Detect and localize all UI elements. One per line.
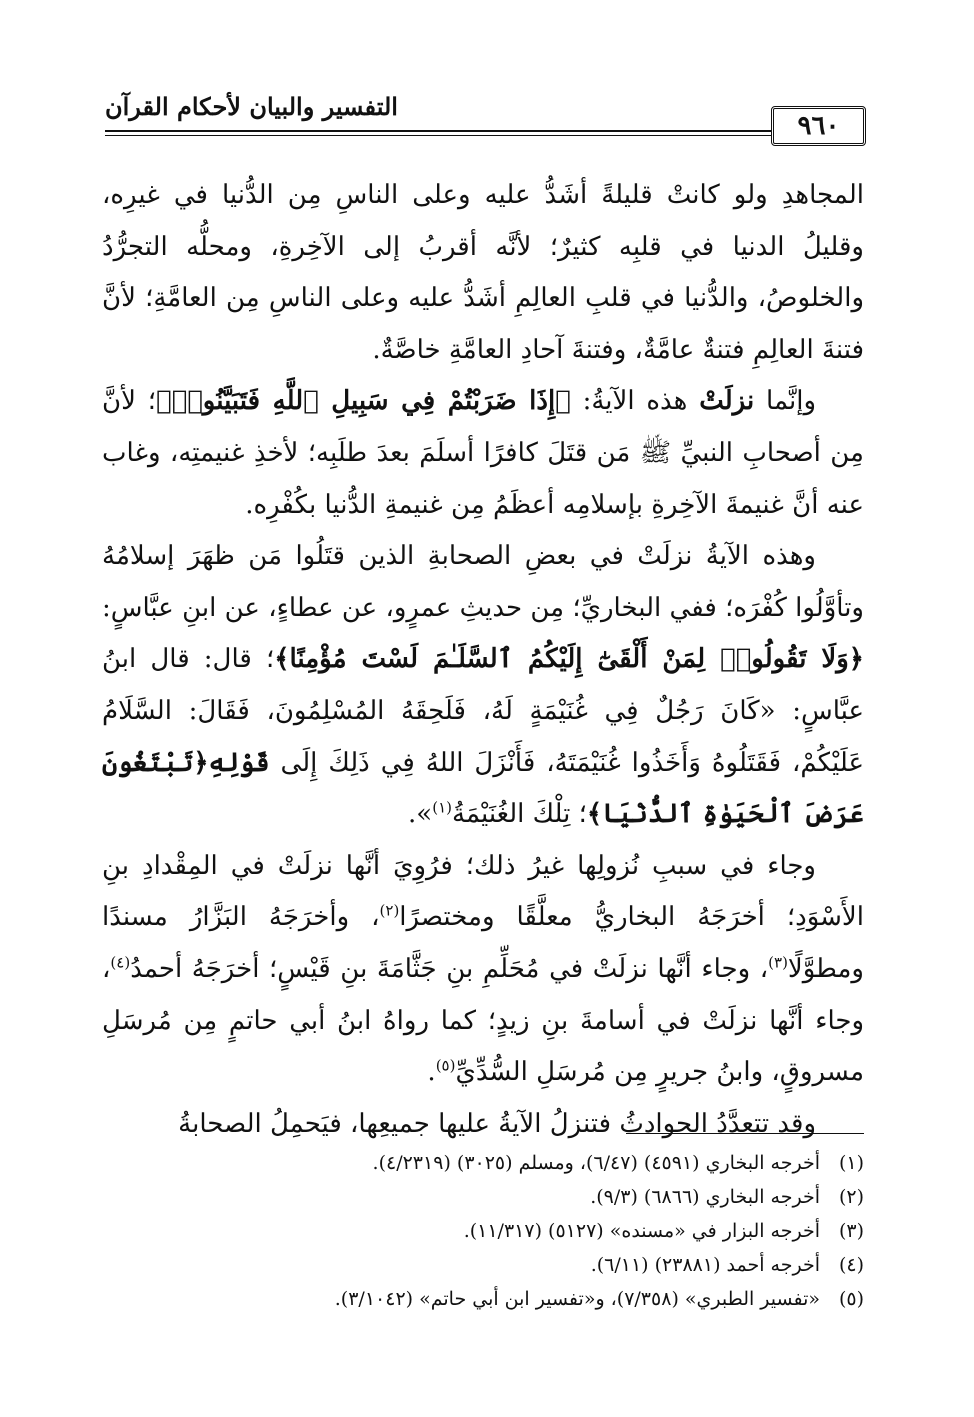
text-run: هذه الآيةُ: — [570, 386, 700, 417]
main-text — [102, 170, 864, 1150]
paragraph-3 — [102, 531, 864, 841]
footnote-ref[interactable]: (٤) — [110, 953, 131, 972]
text-run: ، وجاء أنَّها نزلَتْ في أسامةَ بنِ زيدٍ؛ كما رواهُ ابنُ أبي حاتمٍ مِن مُرسَلِ مسروقٍ، وابنُ جريرٍ مِن مُرسَلِ السُّدِّيِّ — [102, 953, 864, 1088]
quran-verse: ﴿تَبْتَغُونَ عَرَضَ ٱلْحَيَوٰةِ ٱلدُّنْيَا﴾ — [102, 747, 864, 830]
quran-verse: ﴿وَلَا تَقُولُوا۟ لِمَنْ أَلْقَىٰٓ إِلَيْكُمُ ٱلسَّلَـٰمَ لَسْتَ مُؤْمِنًا﴾ — [274, 644, 864, 675]
footnote-5 — [102, 1282, 864, 1316]
text-run: ». — [408, 799, 433, 830]
page-number: ٩٦٠ — [797, 111, 840, 141]
footnote-number: (٣) — [838, 1220, 864, 1242]
footnote-separator — [626, 1133, 864, 1134]
footnote-ref[interactable]: (٣) — [768, 953, 788, 972]
paragraph-1: المجاهدِ ولو كانتْ قليلةً أشَدُّ عليه وعلى الناسِ مِن الدُّنيا في غيرِه، وقليلُ الدنيا في قلبِه كثيرٌ؛ لأنَّه أقربُ إلى الآخِرةِ، ومحلُّه التجرُّدُ والخلوصُ، والدُّنيا في قلبِ العالِمِ أشَدُّ عليه وعلى الناسِ مِن العامَّةِ؛ لأنَّ فتنةَ العالِمِ فتنةٌ عامَّةٌ، وفتنةَ آحادِ العامَّةِ خاصَّةٌ. — [102, 180, 864, 365]
footnote-text: أخرجه البزار في «مسنده» (٥١٢٧) (١١/٣١٧). — [463, 1220, 820, 1242]
text-run: ؛ قال: قال ابنُ عبَّاسٍ: «كَانَ رَجُلٌ فِي غُنَيْمَةٍ لَهُ، فَلَحِقَهُ المُسْلِمُونَ، فَقَالَ: السَّلَامُ عَلَيْكُمْ، فَقَتَلُوهُ وَأَخَذُوا غُنَيْمَتَهُ، فَأَنْزَلَ اللهُ فِي ذَلِكَ إِلَى — [102, 644, 864, 778]
text-run: ؛ لأنَّ مِن أصحابِ النبيِّ ﷺ مَن قتَلَ كافرًا أسلَمَ بعدَ طلَبِه؛ لأخذِ غنيمتِه، وغاب عنه أنَّ غنيمةَ الآخِرةِ بإسلامِه أعظَمُ مِن غنيمةِ الدُّنيا بكُفْرِه. — [102, 386, 864, 520]
paragraph-5: وقد تتعدَّدُ الحوادثُ فتنزلُ الآيةُ عليها جميعِها، فيَحمِلُ الصحابةُ — [178, 1108, 816, 1139]
header-rule-thin — [105, 135, 866, 136]
running-title: التفسير والبيان لأحكام القرآن — [105, 92, 398, 121]
footnote-text: أخرجه البخاري (٦٨٦٦) (٩/٣). — [590, 1186, 820, 1208]
text-run: ، وجاء أنَّها نزلَتْ في مُحَلِّمِ بنِ جَثَّامَةَ بنِ قَيْسٍ؛ أخرَجَهُ أحمدُ — [130, 953, 769, 984]
text-run: وهذه الآيةُ نزلَتْ في بعضِ الصحابةِ الذين قتَلُوا مَن ظهَرَ إسلامُهُ وتأوَّلُوا كُفْرَه؛ ففي البخاريِّ؛ مِن حديثِ عمرٍو، عن عطاءٍ، عن ابنِ عبَّاسٍ: — [102, 541, 864, 623]
text-run: وجاء في سببِ نُزولِها غيرُ ذلك؛ فرُوِيَ أنَّها نزلَتْ في المِقْدادِ بنِ الأَسْوَدِ؛ أخرَجَهُ البخاريُّ معلَّقًا ومختصرًا — [102, 850, 864, 933]
header-rule — [105, 130, 866, 132]
text-run: . — [427, 1057, 436, 1088]
text-run: ، وأخرَجَهُ البَزَّارُ مسندًا ومطوَّلًا — [102, 902, 864, 984]
text-run: ؛ تِلْكَ الغُنَيْمَةُ — [452, 799, 587, 830]
footnote-ref[interactable]: (١) — [432, 798, 452, 817]
footnote-ref[interactable]: (٥) — [435, 1056, 456, 1075]
text-run: وإنَّما — [754, 386, 817, 417]
footnote-number: (٢) — [838, 1186, 864, 1208]
footnote-text: «تفسير الطبري» (٧/٣٥٨)، و«تفسير ابن أبي حاتم» (٣/١٠٤٢). — [334, 1288, 820, 1310]
footnote-1 — [102, 1146, 864, 1180]
footnote-number: (١) — [838, 1152, 864, 1174]
page-number-box — [771, 106, 866, 146]
footnote-4 — [102, 1248, 864, 1282]
paragraph-2 — [102, 376, 864, 531]
footnotes — [102, 1146, 864, 1316]
footnote-3 — [102, 1214, 864, 1248]
footnote-number: (٤) — [838, 1254, 864, 1276]
quran-verse: ﴿إِذَا ضَرَبْتُمْ فِي سَبِيلِ ٱللَّهِ فَتَبَيَّنُوا۟﴾ — [156, 386, 571, 417]
footnote-number: (٥) — [838, 1288, 864, 1310]
emphasis-run: نزلَتْ — [699, 386, 755, 417]
emphasis-run: قَوْلِهِ — [208, 747, 270, 778]
footnote-text: أخرجه أحمد (٢٣٨٨١) (٦/١١). — [590, 1254, 820, 1276]
footnote-2 — [102, 1180, 864, 1214]
page-header — [105, 92, 866, 152]
paragraph-4 — [102, 841, 864, 1099]
footnote-text: أخرجه البخاري (٤٥٩١) (٦/٤٧)، ومسلم (٣٠٢٥) (٤/٢٣١٩). — [372, 1152, 820, 1174]
footnote-ref[interactable]: (٢) — [379, 901, 400, 920]
